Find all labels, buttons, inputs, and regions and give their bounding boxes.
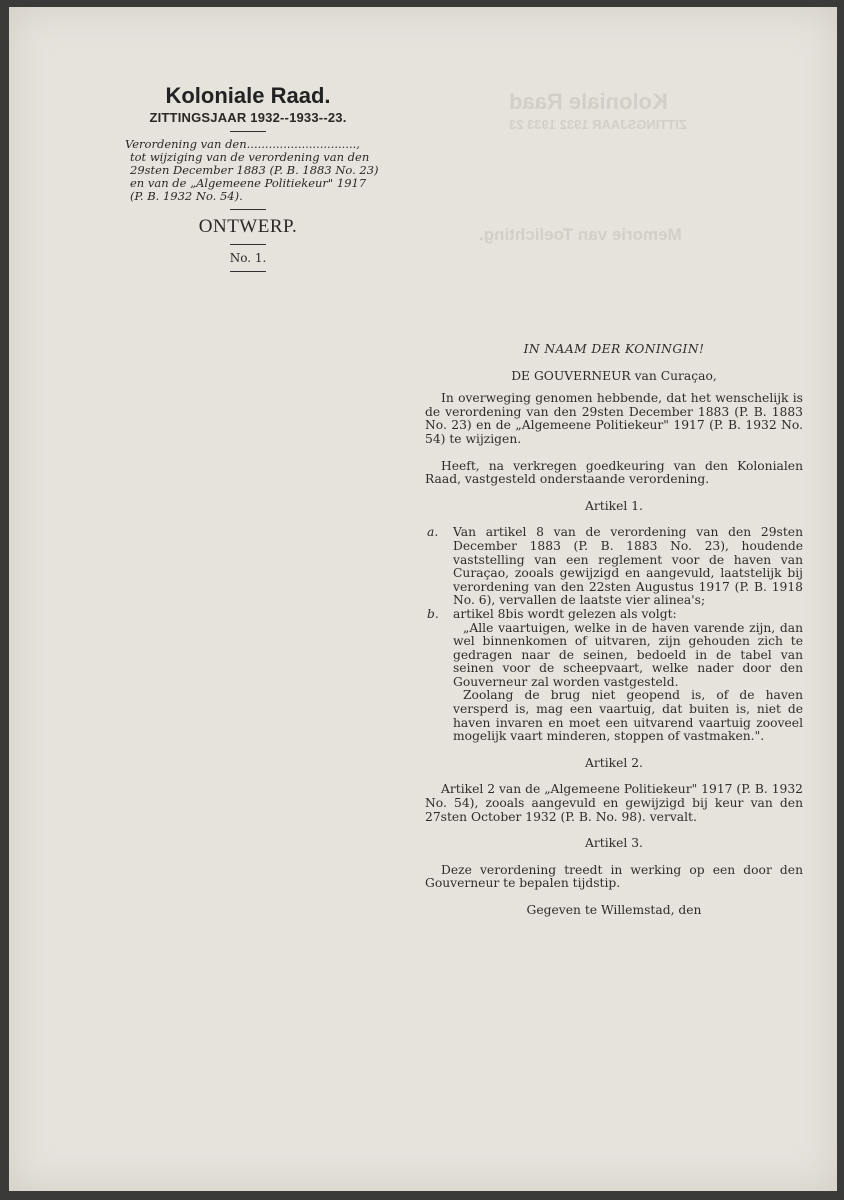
item-text: artikel 8bis wordt gelezen als volgt:	[453, 606, 677, 621]
quote-paragraph: „Alle vaartuigen, welke in de haven varende zijn, dan wel binnenkomen of uitvaren, zijn gehouden zich te gedragen naar de seinen, bedoeld in de tabel van seinen voor de scheepvaart, welke nader door den Gouverneur zal worden vastgesteld.	[453, 620, 803, 689]
bleed-through-session: ZITTINGSJAAR 1932 1933 23	[509, 117, 687, 132]
ordinance-description	[117, 138, 379, 203]
draft-label: ONTWERP.	[198, 216, 298, 237]
description-line: Verordening van den..............................,	[125, 137, 360, 151]
closing-line: Gegeven te Willemstad, den	[526, 903, 702, 917]
draft-number: No. 1.	[229, 251, 267, 265]
bleed-through-memo: Memorie van Toelichting.	[479, 225, 682, 244]
bleed-through-title: Koloniale Raad	[509, 89, 668, 114]
quote-paragraph: Zoolang de brug niet geopend is, of de haven versperd is, mag een vaartuig, dat buiten is, niet de haven invaren en moet een uitvarend vaartuig zooveel mogelijk vaart minderen, stoppen of vastmaken.".	[453, 688, 803, 744]
header-divider	[230, 244, 266, 245]
item-text: Van artikel 8 van de verordening van den 29sten December 1883 (P. B. 1883 No. 23), houdende vaststelling van een reglement voor de haven van Curaçao, zooals gewijzigd en aangevuld, laatstelijk bij verordening van den 22sten Augustus 1917 (P. B. 1918 No. 6), vervallen de laatste vier alinea's;	[453, 525, 803, 608]
session-year: ZITTINGSJAAR 1932--1933--23.	[149, 110, 347, 125]
item-label: a.	[427, 525, 439, 540]
header-divider	[230, 131, 266, 132]
article-8bis-quote	[425, 622, 803, 744]
article-1-item-a	[425, 526, 803, 608]
ordinance-body	[425, 343, 803, 918]
article-3-text: Deze verordening treedt in werking op een door den Gouverneur te bepalen tijdstip.	[425, 862, 803, 891]
description-line: tot wijziging van de verordening van den	[130, 150, 370, 164]
invocation: IN NAAM DER KONINGIN!	[523, 342, 705, 356]
description-line: en van de „Algemeene Politiekeur" 1917	[130, 176, 367, 190]
header-divider	[230, 209, 266, 210]
article-1-heading: Artikel 1.	[585, 498, 643, 513]
governor-line: DE GOUVERNEUR van Curaçao,	[511, 368, 717, 383]
article-2-heading: Artikel 2.	[585, 755, 643, 770]
description-line: 29sten December 1883 (P. B. 1883 No. 23)	[130, 163, 379, 177]
document-page	[9, 7, 837, 1191]
header-divider	[230, 271, 266, 272]
article-3-heading: Artikel 3.	[585, 836, 643, 851]
enactment-paragraph: Heeft, na verkregen goedkeuring van den Kolonialen Raad, vastgesteld onderstaande verordening.	[425, 458, 803, 487]
consideration-paragraph: In overweging genomen hebbende, dat het wenschelijk is de verordening van den 29sten December 1883 (P. B. 1883 No. 23) en de „Algemeene Politiekeur" 1917 (P. B. 1932 No. 54) te wijzigen.	[425, 391, 803, 446]
article-2-text: Artikel 2 van de „Algemeene Politiekeur" 1917 (P. B. 1932 No. 54), zooals aangevuld en gewijzigd bij keur van den 27sten October 1932 (P. B. No. 98). vervalt.	[425, 782, 803, 824]
article-1-item-b	[425, 608, 803, 622]
item-label: b.	[427, 606, 439, 621]
document-header	[117, 83, 379, 278]
organization-title: Koloniale Raad.	[165, 83, 331, 108]
description-line: (P. B. 1932 No. 54).	[130, 189, 243, 203]
